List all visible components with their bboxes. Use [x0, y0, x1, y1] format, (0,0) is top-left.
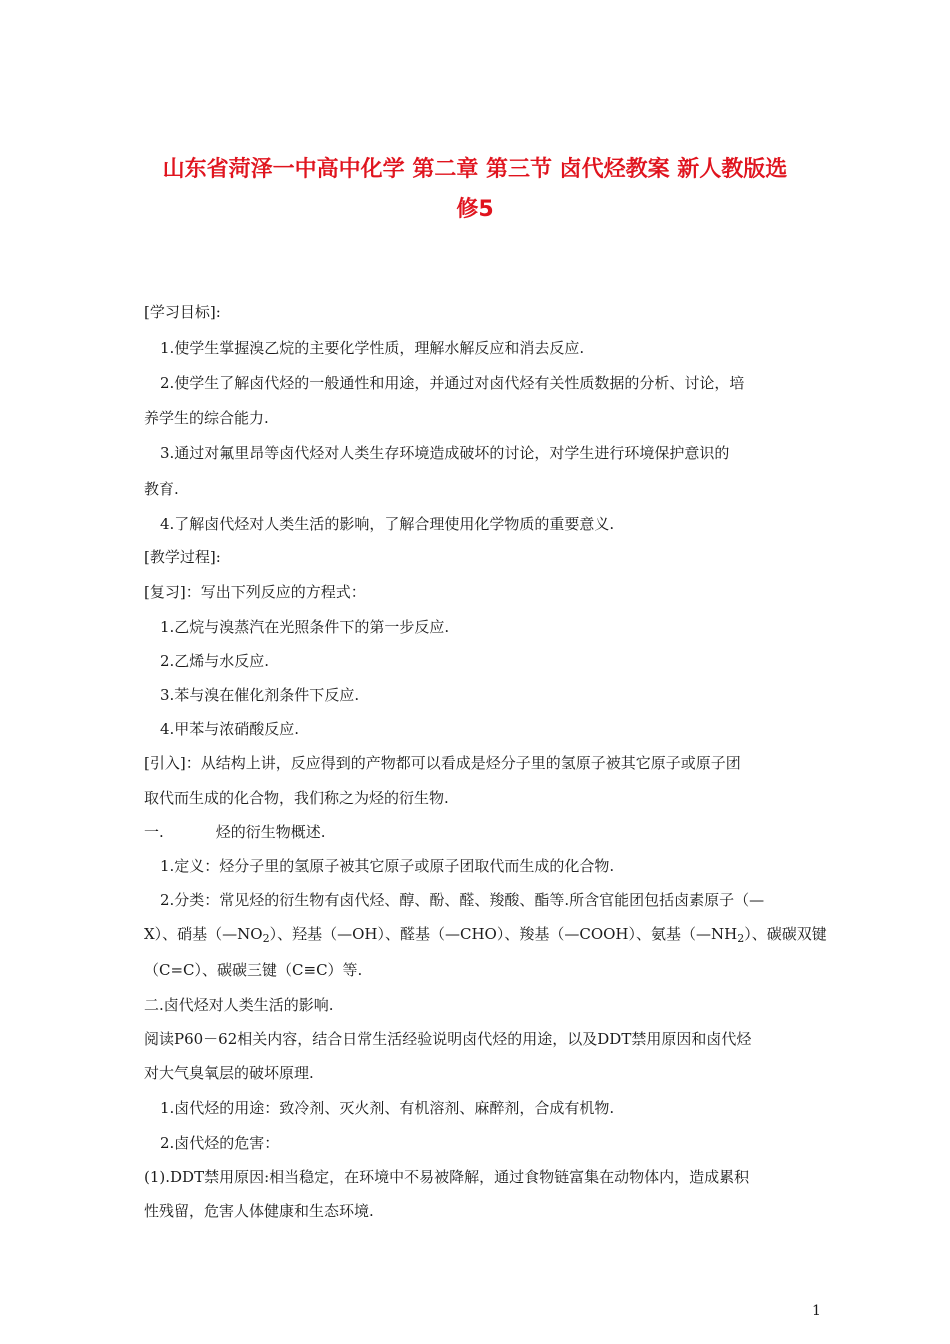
objective-3-cont: 教育. — [144, 480, 179, 498]
hazards-item: 2.卤代烃的危害： — [160, 1134, 280, 1152]
section-one-heading — [144, 822, 824, 842]
ddt-paragraph-cont: 性残留，危害人体健康和生态环境. — [144, 1202, 374, 1220]
objective-1: 1.使学生掌握溴乙烷的主要化学性质，理解水解反应和消去反应. — [160, 339, 585, 357]
review-heading: [复习]：写出下列反应的方程式： — [144, 583, 366, 601]
functional-groups-part-2: ）、羟基（—OH）、醛基（—CHO）、羧基（—COOH）、氨基（—NH — [269, 925, 738, 943]
review-item-4: 4.甲苯与浓硝酸反应. — [160, 720, 300, 738]
title-line-2: 修5 — [456, 197, 494, 222]
section-one-number: 一. — [144, 823, 164, 841]
uses-item: 1.卤代烃的用途：致冷剂、灭火剂、有机溶剂、麻醉剂，合成有机物. — [160, 1099, 615, 1117]
objective-3: 3.通过对氟里昂等卤代烃对人类生存环境造成破坏的讨论，对学生进行环境保护意识的 — [160, 444, 730, 462]
review-item-3: 3.苯与溴在催化剂条件下反应. — [160, 686, 360, 704]
intro-paragraph: [引入]：从结构上讲，反应得到的产物都可以看成是烃分子里的氢原子被其它原子或原子团 — [144, 754, 741, 772]
document-title — [100, 150, 850, 230]
title-line-1: 山东省菏泽一中高中化学 第二章 第三节 卤代烃教案 新人教版选 — [162, 157, 788, 182]
review-item-1: 1.乙烷与溴蒸汽在光照条件下的第一步反应. — [160, 618, 450, 636]
review-item-2: 2.乙烯与水反应. — [160, 652, 270, 670]
page-number: 1 — [812, 1303, 821, 1319]
section-heading-process: [教学过程]: — [144, 548, 221, 566]
functional-groups — [144, 924, 827, 945]
functional-groups-cont: （C=C）、碳碳三键（C≡C）等. — [144, 961, 363, 979]
functional-groups-part-1: X）、硝基（—NO — [144, 925, 263, 943]
definition: 1.定义：烃分子里的氢原子被其它原子或原子团取代而生成的化合物. — [160, 857, 615, 875]
amino-subscript: 2 — [737, 932, 745, 945]
reading-paragraph: 阅读P60－62相关内容，结合日常生活经验说明卤代烃的用途，以及DDT禁用原因和卤代烃 — [144, 1030, 752, 1048]
objective-2: 2.使学生了解卤代烃的一般通性和用途，并通过对卤代烃有关性质数据的分析、讨论，培 — [160, 374, 745, 392]
section-one-title: 烃的衍生物概述. — [215, 823, 326, 841]
intro-paragraph-cont: 取代而生成的化合物，我们称之为烃的衍生物. — [144, 789, 449, 807]
objective-2-cont: 养学生的综合能力. — [144, 409, 269, 427]
ddt-paragraph: (1).DDT禁用原因:相当稳定，在环境中不易被降解，通过食物链富集在动物体内，造成累积 — [144, 1168, 750, 1186]
classification: 2.分类：常见烃的衍生物有卤代烃、醇、酚、醛、羧酸、酯等.所含官能团包括卤素原子（— — [160, 891, 765, 909]
functional-groups-part-3: ）、碳碳双键 — [744, 925, 827, 943]
section-two-heading: 二.卤代烃对人类生活的影响. — [144, 996, 334, 1014]
reading-paragraph-cont: 对大气臭氧层的破坏原理. — [144, 1064, 314, 1082]
objective-4: 4.了解卤代烃对人类生活的影响，了解合理使用化学物质的重要意义. — [160, 515, 615, 533]
nitro-subscript: 2 — [262, 932, 270, 945]
section-heading-objectives: [学习目标]: — [144, 303, 221, 321]
